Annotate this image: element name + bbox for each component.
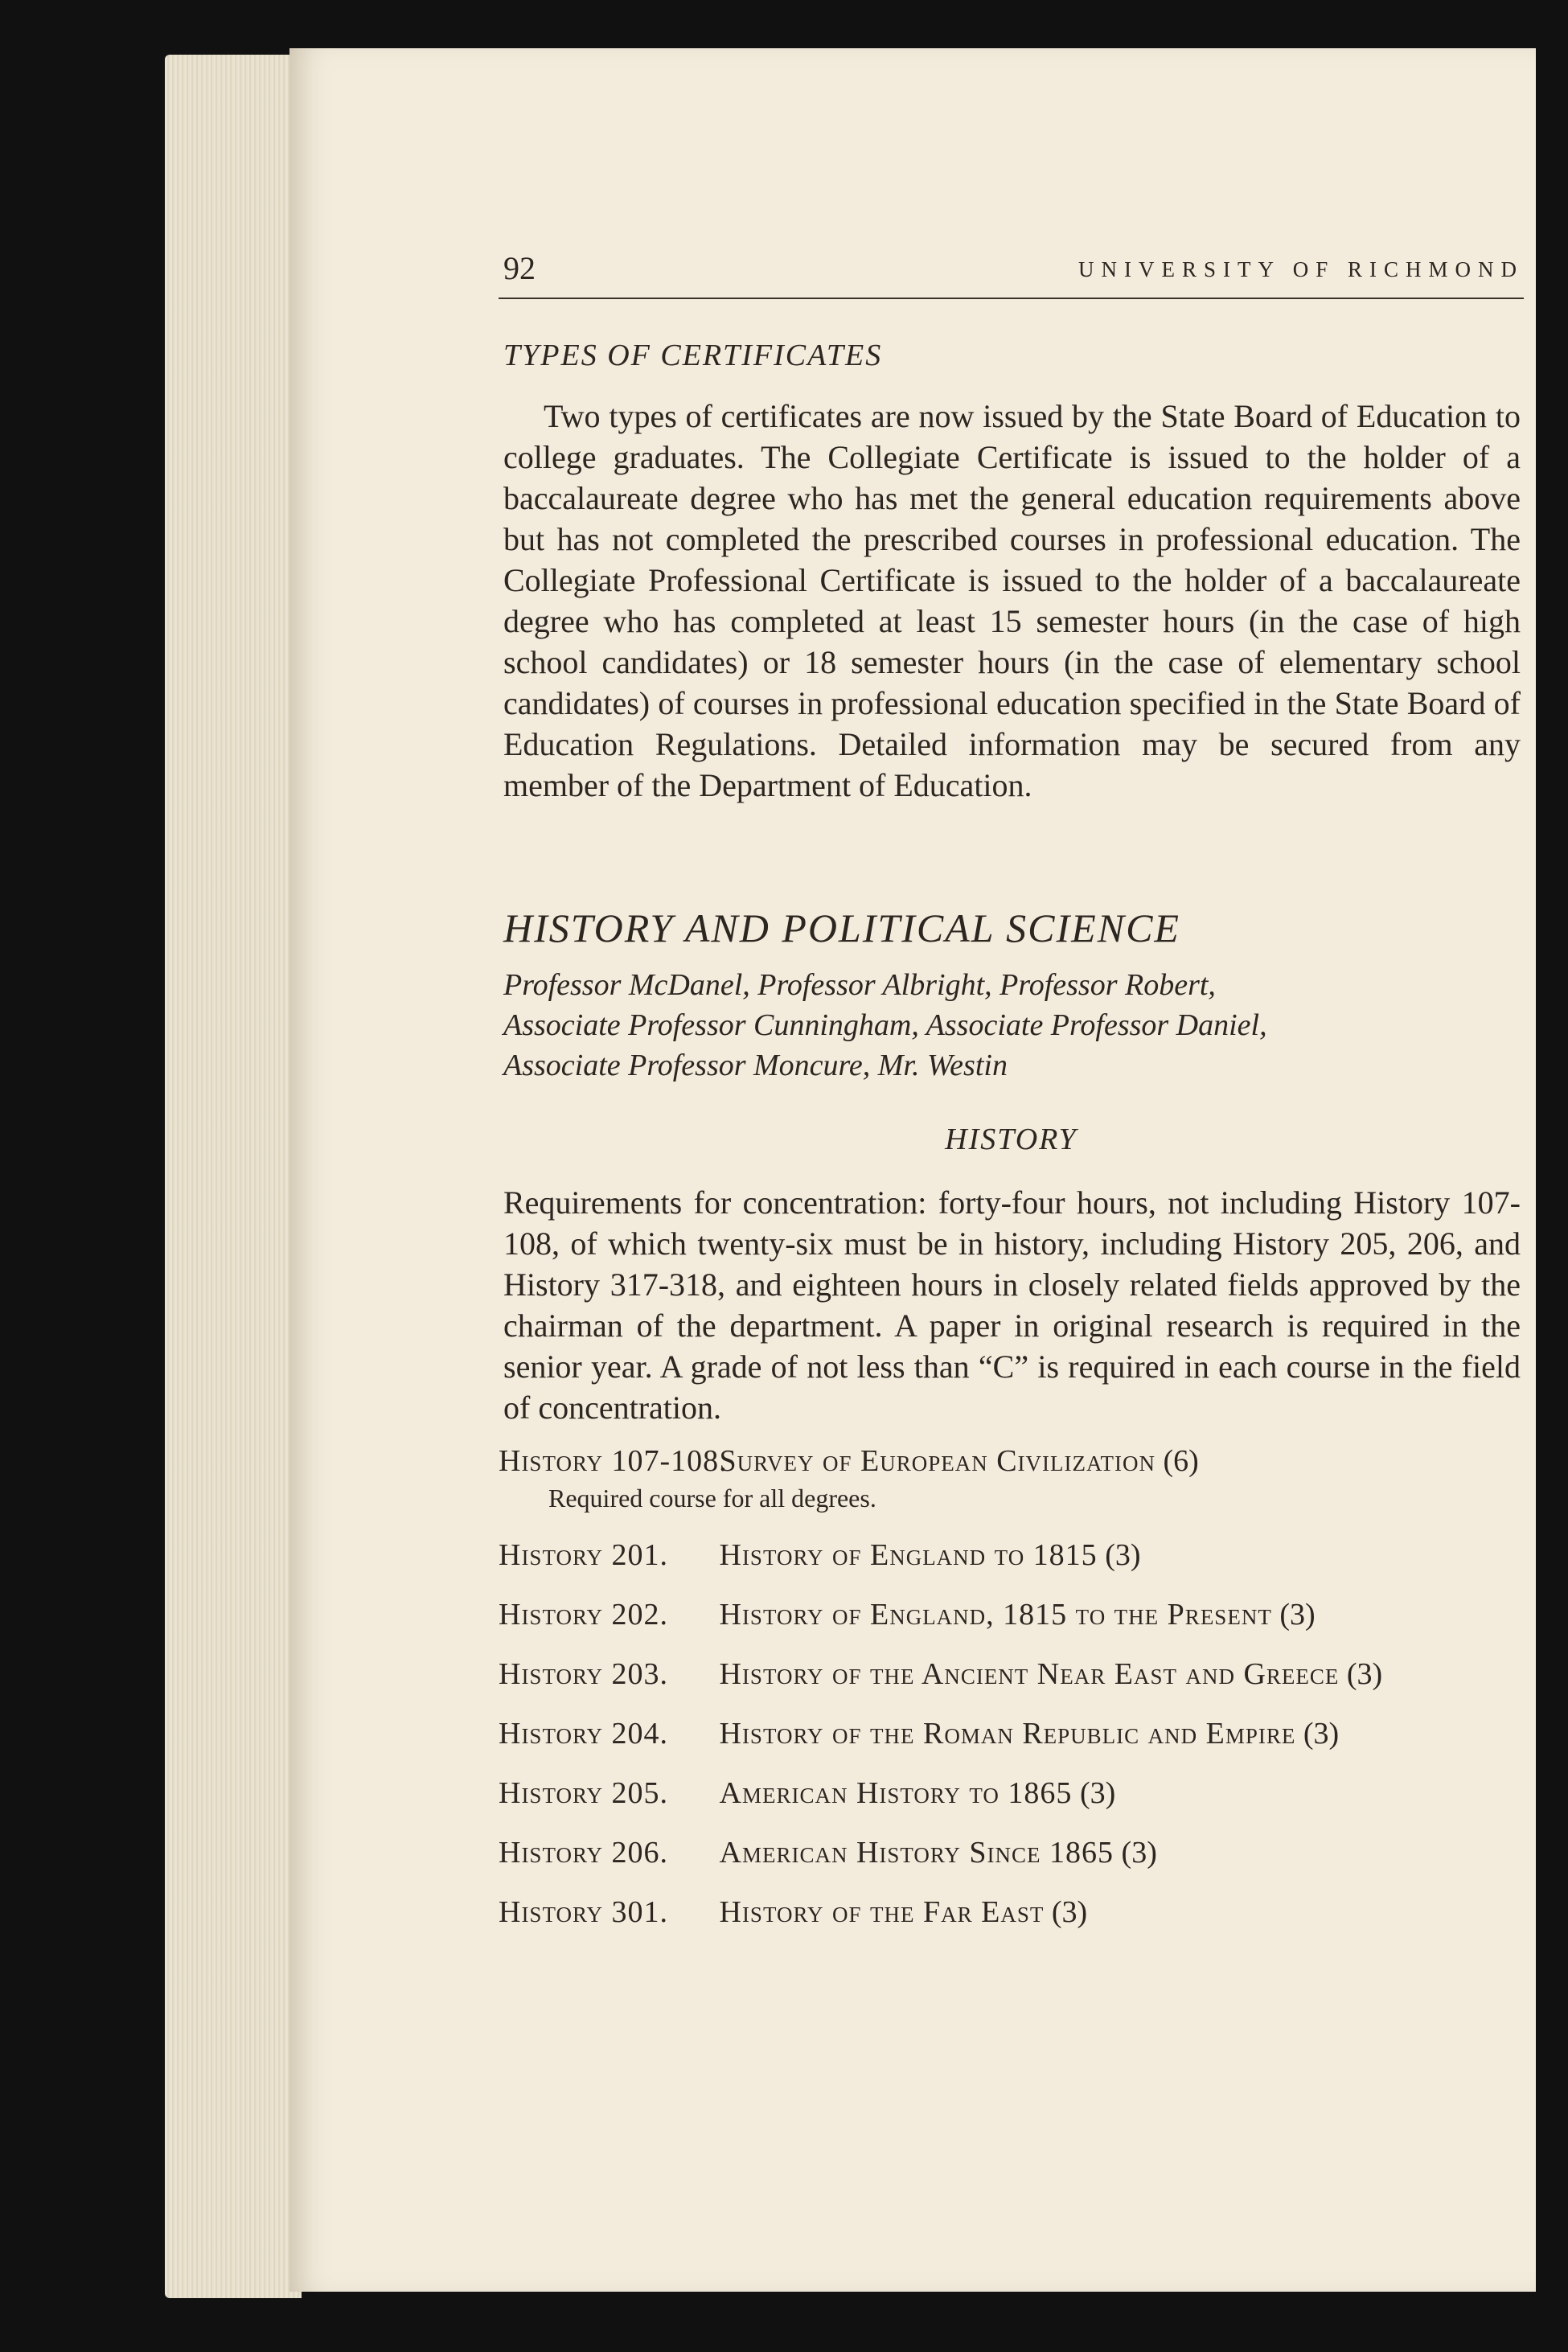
book-page xyxy=(289,48,1536,2292)
page-edges xyxy=(165,55,302,2298)
running-head xyxy=(499,249,1524,299)
course-note: Required course for all degrees. xyxy=(548,1484,876,1513)
course-number: History 204. xyxy=(499,1717,668,1751)
course-title: History of the Ancient Near East and Greece xyxy=(719,1657,1340,1691)
course-item xyxy=(499,1716,1528,1751)
course-item xyxy=(499,1894,1528,1930)
history-subheading: HISTORY xyxy=(945,1123,1077,1156)
course-title: History of the Far East xyxy=(719,1895,1045,1929)
page-number: 92 xyxy=(503,250,536,286)
faculty-line: Associate Professor Cunningham, Associate Professor Daniel, xyxy=(503,1008,1267,1042)
course-credits: (3) xyxy=(1121,1836,1157,1870)
course-title: History of England, 1815 to the Present xyxy=(719,1598,1272,1632)
course-credits: (3) xyxy=(1346,1657,1383,1691)
course-item xyxy=(499,1656,1528,1692)
course-credits: (3) xyxy=(1051,1895,1088,1929)
course-credits: (6) xyxy=(1163,1444,1199,1478)
course-number: History 202. xyxy=(499,1598,668,1632)
course-item xyxy=(499,1775,1528,1811)
faculty-line: Associate Professor Moncure, Mr. Westin xyxy=(503,1049,1008,1082)
faculty-list xyxy=(503,965,1267,1086)
course-number: History 203. xyxy=(499,1657,668,1691)
course-number: History 301. xyxy=(499,1895,668,1929)
course-credits: (3) xyxy=(1303,1717,1340,1751)
course-number: History 107-108. xyxy=(499,1444,728,1478)
course-item xyxy=(499,1835,1528,1870)
course-title: Survey of European Civilization xyxy=(719,1444,1155,1478)
course-number: History 201. xyxy=(499,1538,668,1572)
course-item xyxy=(499,1597,1528,1632)
course-list xyxy=(499,1443,1528,1954)
department-heading: HISTORY AND POLITICAL SCIENCE xyxy=(503,905,1180,950)
course-number: History 206. xyxy=(499,1836,668,1870)
history-requirements: Requirements for concentration: forty-four hours, not including History 107-108, of which twenty-six must be in history, including History 205, 206, and History 317-318, and eighteen hours in closely related fields approved by the chairman of the department. A paper in original research is required in the senior year. A grade of not less than “C” is required in each course in the field of concentration. xyxy=(503,1184,1521,1426)
course-title: American History to 1865 xyxy=(719,1776,1073,1810)
course-credits: (3) xyxy=(1105,1538,1141,1572)
course-item xyxy=(499,1443,1528,1479)
certificates-heading: TYPES OF CERTIFICATES xyxy=(503,339,883,372)
certificates-paragraph: Two types of certificates are now issued by the State Board of Education to college graduates. The Collegiate Certificate is issued to the holder of a baccalaureate degree who has met the general education requirements above but has not completed the prescribed courses in professional education. The Collegiate Professional Certificate is issued to the holder of a baccalaureate degree who has completed at least 15 semester hours (in the case of high school candidates) or 18 semester hours (in the case of elementary school candidates) of courses in professional education specified in the State Board of Education Regulations. Detailed information may be secured from any member of the Department of Education. xyxy=(503,398,1521,803)
course-credits: (3) xyxy=(1279,1598,1316,1632)
course-title: History of the Roman Republic and Empire xyxy=(719,1717,1296,1751)
course-title: American History Since 1865 xyxy=(719,1836,1114,1870)
course-title: History of England to 1815 xyxy=(719,1538,1098,1572)
course-item xyxy=(499,1537,1528,1573)
faculty-line: Professor McDanel, Professor Albright, Professor Robert, xyxy=(503,968,1216,1002)
running-title: UNIVERSITY OF RICHMOND xyxy=(1077,257,1524,281)
course-number: History 205. xyxy=(499,1776,668,1810)
course-credits: (3) xyxy=(1079,1776,1116,1810)
